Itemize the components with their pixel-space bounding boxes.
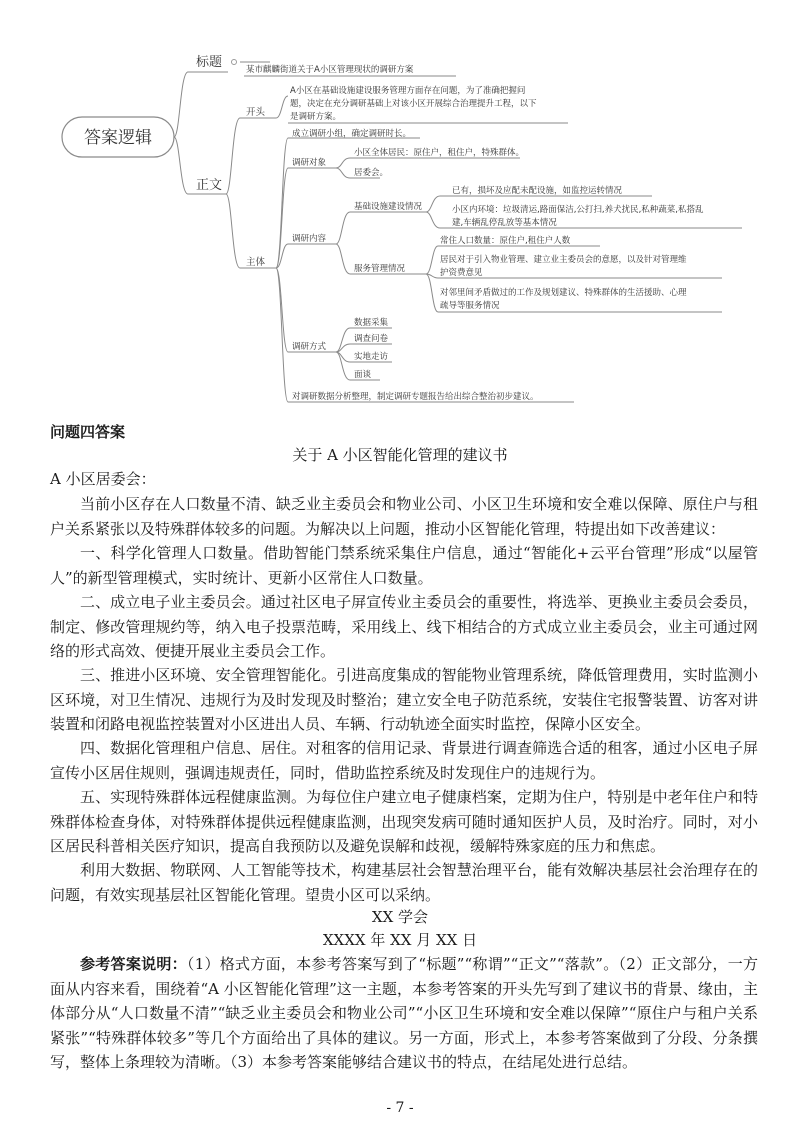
mm-main-last: 对调研数据分析整理，制定调研专题报告给出综合整治初步建议。	[292, 392, 539, 402]
mm-opening-line3: 是调研方案。	[290, 112, 342, 122]
mm-infra-item-2: 小区内环境：垃圾清运,路面保洁,公打扫,养犬扰民,私种蔬菜,私搭乱	[452, 205, 704, 215]
mm-service-item-1: 常住人口数量：原住户,租住户人数	[440, 236, 571, 246]
mm-target-item-1: 小区全体居民：原住户，租住户，特殊群体。	[354, 148, 525, 158]
paragraph-suggestion-3: 三、推进小区环境、安全管理智能化。引进高度集成的智能物业管理系统，降低管理费用，实时监测小区环境，对卫生情况、违规行为及时发现及时整治；建立安全电子防范系统，安装住宅报警装置、访客对讲装置和闭路电视监控装置对小区进出人员、车辆、行动轨迹全面实时监控，保障小区安全。	[50, 666, 758, 733]
mm-target-item-2: 居委会。	[354, 168, 389, 178]
mm-service-item-4: 对邻里间矛盾做过的工作及规划建议、特殊群体的生活援助、心理	[440, 288, 687, 298]
mm-method-item-3: 实地走访	[354, 352, 389, 362]
mm-main-label: 主体	[246, 257, 266, 268]
mind-map	[0, 0, 800, 412]
answer-explanation	[50, 952, 758, 1075]
mind-map-root: 答案逻辑	[84, 128, 152, 148]
explanation-text: （1）格式方面，本参考答案写到了“标题”“称谓”“正文”“落款”。（2）正文部分，一方面从内容来看，围绕着“A 小区智能化管理”这一主题，本参考答案的开头先写到了建议书的背景、缘由，主体部分从“人口数量不清”“缺乏业主委员会和物业公司”“小区卫生环境和安全难以保障”“原住户与租户关系紧张”“特殊群体较多”等几个方面给出了具体的建议。另一方面，形式上，本参考答案做到了分段、分条撰写，整体上条理较为清晰。（3）本参考答案能够结合建议书的特点，在结尾处进行总结。	[50, 955, 758, 1071]
mm-main-first: 成立调研小组，确定调研时长。	[292, 129, 412, 139]
mm-service-item-2: 居民对于引入物业管理、建立业主委员会的意愿，以及针对管理维	[440, 255, 687, 265]
mm-infra-item-1: 已有，损坏及应配未配设施，如监控运转情况	[452, 186, 623, 196]
mm-opening-label: 开头	[246, 107, 266, 118]
mm-service-item-3: 护资费意见	[440, 268, 483, 278]
section-title: 问题四答案	[50, 423, 126, 441]
mm-method-item-1: 数据采集	[354, 318, 389, 328]
signature: XX 学会	[371, 908, 429, 926]
paragraph-suggestion-4: 四、数据化管理租户信息、居住。对租客的信用记录、背景进行调查筛选合适的租客，通过小区电子屏宣传小区居住规则，强调违规责任，同时，借助监控系统及时发现住户的违规行为。	[50, 739, 758, 782]
mm-infra-label: 基础设施建设情况	[354, 202, 423, 212]
signature-date: XXXX 年 XX 月 XX 日	[322, 931, 478, 949]
mm-method-item-4: 面谈	[354, 370, 372, 380]
page-number: - 7 -	[386, 1100, 414, 1116]
mm-opening-line2: 题，决定在充分调研基础上对该小区开展综合治理提升工程，以下	[290, 99, 537, 109]
mm-service-label: 服务管理情况	[354, 264, 406, 274]
mm-target-label: 调研对象	[292, 158, 327, 168]
mm-title-text: 某市麒麟街道关于A小区管理现状的调研方案	[246, 65, 414, 75]
mm-service-item-5: 疏导等服务情况	[440, 301, 500, 311]
explanation-label: 参考答案说明：	[80, 955, 187, 973]
mm-infra-item-3: 建,车辆乱停乱放等基本情况	[452, 218, 557, 228]
mm-title-label: 标题	[196, 55, 223, 70]
paragraph-suggestion-1: 一、科学化管理人口数量。借助智能门禁系统采集住户信息，通过“智能化+云平台管理”形成“以屋管人”的新型管理模式，实时统计、更新小区常住人口数量。	[50, 544, 758, 587]
paragraph-intro: 当前小区存在人口数量不清、缺乏业主委员会和物业公司、小区卫生环境和安全难以保障、原住户与租户关系紧张以及特殊群体较多的问题。为解决以上问题，推动小区智能化管理，特提出如下改善建议：	[50, 495, 758, 538]
salutation: A 小区居委会：	[50, 470, 156, 488]
paragraph-suggestion-5: 五、实现特殊群体远程健康监测。为每位住户建立电子健康档案，定期为住户，特别是中老年住户和特殊群体检查身体，对特殊群体提供远程健康监测，出现突发病可随时通知医护人员，及时治疗。同时，对小区居民科普相关医疗知识，提高自我预防以及避免误解和歧视，缓解特殊家庭的压力和焦虑。	[50, 788, 758, 855]
mm-method-item-2: 调查问卷	[354, 334, 389, 344]
document-title: 关于 A 小区智能化管理的建议书	[292, 446, 508, 464]
mm-body-label: 正文	[196, 178, 223, 193]
mm-method-label: 调研方式	[292, 342, 327, 352]
mm-opening-line1: A小区在基础设施建设服务管理方面存在问题，为了准确把握问	[290, 86, 526, 96]
mm-content-label: 调研内容	[292, 234, 327, 244]
paragraph-suggestion-2: 二、成立电子业主委员会。通过社区电子屏宣传业主委员会的重要性，将选举、更换业主委员会委员，制定、修改管理规约等，纳入电子投票范畴，采用线上、线下相结合的方式成立业主委员会，业主可通过网络的形式高效、便捷开展业主委员会工作。	[50, 593, 758, 660]
paragraph-conclusion: 利用大数据、物联网、人工智能等技术，构建基层社会智慧治理平台，能有效解决基层社会治理存在的问题，有效实现基层社区智能化管理。望贵小区可以采纳。	[50, 861, 758, 904]
